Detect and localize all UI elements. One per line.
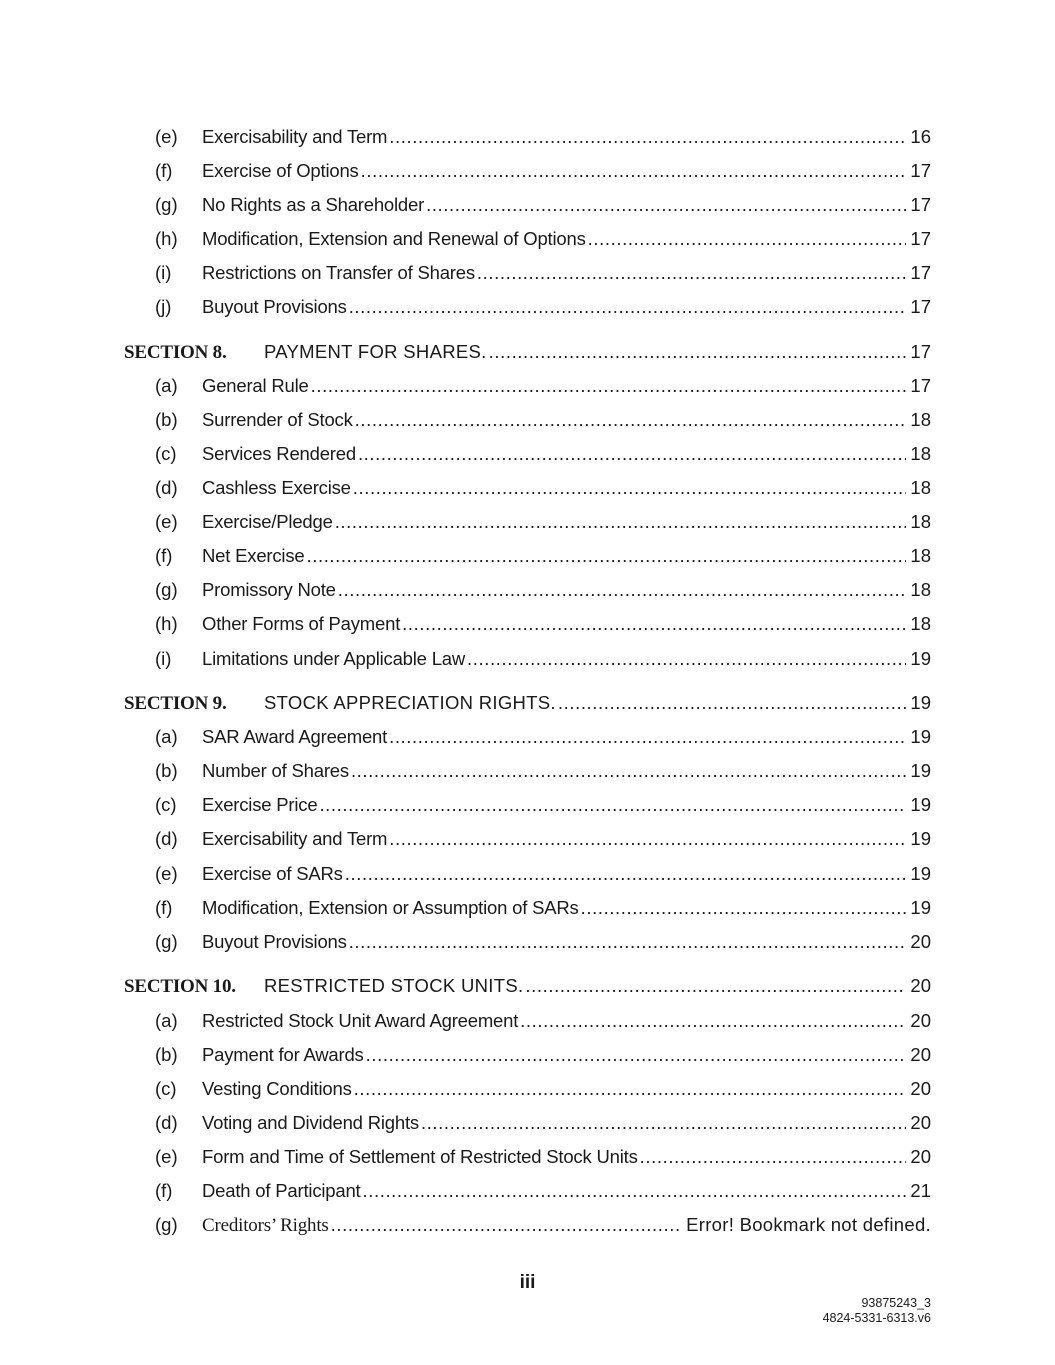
toc-entry-title-group bbox=[202, 475, 351, 501]
toc-page-number: 19 bbox=[910, 726, 931, 747]
toc-entry-title: Surrender of Stock bbox=[202, 409, 353, 430]
toc-page-number: 20 bbox=[910, 1146, 931, 1167]
toc-entry-title-group bbox=[202, 646, 465, 672]
toc-entry[interactable] bbox=[0, 407, 1055, 433]
toc-entry-letter: (e) bbox=[155, 1146, 178, 1167]
dot-leader bbox=[355, 407, 907, 433]
toc-entry-line bbox=[202, 1042, 931, 1068]
toc-entry-letter: (e) bbox=[155, 863, 178, 884]
toc-entry-title: Exercise of Options bbox=[202, 160, 359, 181]
toc-entry[interactable] bbox=[0, 158, 1055, 184]
toc-entry-title-group bbox=[202, 124, 387, 150]
toc-page-number: 17 bbox=[910, 228, 931, 249]
dot-leader bbox=[349, 294, 907, 320]
toc-entry-letter: (g) bbox=[155, 1214, 178, 1235]
toc-entry-title-group bbox=[202, 509, 333, 535]
toc-page-number: 17 bbox=[910, 341, 931, 362]
dot-leader bbox=[361, 158, 907, 184]
toc-entry[interactable] bbox=[0, 895, 1055, 921]
toc-entry-title-group bbox=[202, 826, 387, 852]
toc-entry-title-group bbox=[202, 1212, 329, 1239]
dot-leader bbox=[588, 226, 907, 252]
dot-leader bbox=[389, 826, 906, 852]
toc-entry-line bbox=[202, 1008, 931, 1034]
toc-page-number: 19 bbox=[910, 692, 931, 713]
toc-entry-line bbox=[202, 294, 931, 320]
toc-entry-letter: (d) bbox=[155, 828, 178, 849]
toc-entry-letter: (c) bbox=[155, 794, 177, 815]
toc-entry-title-group bbox=[202, 158, 359, 184]
dot-leader bbox=[338, 577, 907, 603]
dot-leader bbox=[640, 1144, 907, 1170]
toc-entry-title: SAR Award Agreement bbox=[202, 726, 388, 747]
toc-entry-letter: (e) bbox=[155, 126, 178, 147]
toc-entry[interactable] bbox=[0, 646, 1055, 672]
toc-entry-line bbox=[202, 758, 931, 784]
toc-page-number: 20 bbox=[910, 975, 931, 996]
toc-section-entry[interactable] bbox=[0, 690, 1055, 716]
toc-entry-title-group bbox=[124, 973, 523, 1000]
toc-entry-title-group bbox=[202, 861, 343, 887]
toc-entry-title-group bbox=[202, 1076, 352, 1102]
toc-entry-title: Exercise Price bbox=[202, 794, 318, 815]
toc-entry[interactable] bbox=[0, 543, 1055, 569]
dot-leader bbox=[477, 260, 907, 286]
toc-entry-title: Death of Participant bbox=[202, 1180, 361, 1201]
toc-entry-title-group bbox=[202, 577, 336, 603]
toc-entry-line bbox=[202, 441, 931, 467]
toc-entry-title: Restrictions on Transfer of Shares bbox=[202, 262, 475, 283]
toc-entry-line bbox=[202, 543, 931, 569]
dot-leader bbox=[306, 543, 906, 569]
toc-page-number: Error! Bookmark not defined. bbox=[686, 1214, 931, 1235]
dot-leader bbox=[520, 1008, 906, 1034]
toc-entry-line bbox=[202, 373, 931, 399]
toc-entry-letter: (f) bbox=[155, 1180, 173, 1201]
toc-entry-line bbox=[202, 577, 931, 603]
toc-entry-letter: (d) bbox=[155, 1112, 178, 1133]
toc-entry-title: Exercisability and Term bbox=[202, 126, 388, 147]
toc-entry-line bbox=[202, 1144, 931, 1170]
section-title: STOCK APPRECIATION RIGHTS. bbox=[264, 692, 556, 713]
toc-entry-title: Buyout Provisions bbox=[202, 931, 347, 952]
toc-entry-title-group bbox=[202, 226, 586, 252]
toc-section-entry[interactable] bbox=[0, 973, 1055, 999]
section-number: SECTION 8. bbox=[124, 342, 227, 363]
toc-entry-letter: (f) bbox=[155, 160, 173, 181]
toc-page-number: 18 bbox=[910, 477, 931, 498]
dot-leader bbox=[351, 758, 906, 784]
toc-entry-title-group bbox=[202, 929, 347, 955]
toc-entry-title-group bbox=[202, 1178, 360, 1204]
dot-leader bbox=[311, 373, 907, 399]
toc-entry-letter: (b) bbox=[155, 1044, 178, 1065]
dot-leader bbox=[489, 339, 907, 365]
toc-entry-title: Other Forms of Payment bbox=[202, 613, 401, 634]
toc-entry-line bbox=[202, 724, 931, 750]
toc-entry-line bbox=[202, 646, 931, 672]
toc-entry-letter: (a) bbox=[155, 1010, 178, 1031]
toc-page-number: 19 bbox=[910, 760, 931, 781]
toc-page-number: 21 bbox=[910, 1180, 931, 1201]
toc-entry-line bbox=[202, 192, 931, 218]
toc-entry-letter: (h) bbox=[155, 228, 178, 249]
toc-entry[interactable] bbox=[0, 611, 1055, 637]
dot-leader bbox=[335, 509, 907, 535]
section-number: SECTION 9. bbox=[124, 693, 227, 714]
toc-entry[interactable] bbox=[0, 260, 1055, 286]
toc-page-number: 18 bbox=[910, 613, 931, 634]
toc-entry-line bbox=[124, 690, 931, 717]
toc-entry-line bbox=[202, 611, 931, 637]
toc-entry[interactable] bbox=[0, 758, 1055, 784]
toc-entry-title: General Rule bbox=[202, 375, 309, 396]
dot-leader bbox=[389, 124, 906, 150]
dot-leader bbox=[331, 1212, 682, 1238]
toc-entry-title-group bbox=[202, 1144, 638, 1170]
toc-entry-line bbox=[202, 158, 931, 184]
toc-entry[interactable] bbox=[0, 1076, 1055, 1102]
toc-entry-title-group bbox=[202, 611, 400, 637]
dot-leader bbox=[366, 1042, 907, 1068]
toc-entry[interactable] bbox=[0, 724, 1055, 750]
toc-entry-title: Restricted Stock Unit Award Agreement bbox=[202, 1010, 519, 1031]
toc-entry-title: No Rights as a Shareholder bbox=[202, 194, 425, 215]
toc-entry-title: Modification, Extension and Renewal of Options bbox=[202, 228, 586, 249]
toc-page-number: 20 bbox=[910, 1112, 931, 1133]
doc-id-primary: 93875243_3 bbox=[861, 1296, 931, 1310]
toc-entry-letter: (c) bbox=[155, 443, 177, 464]
dot-leader bbox=[558, 690, 907, 716]
toc-entry-title: Exercise of SARs bbox=[202, 863, 343, 884]
toc-entry-letter: (a) bbox=[155, 375, 178, 396]
toc-page-number: 20 bbox=[910, 1010, 931, 1031]
toc-entry-line bbox=[202, 226, 931, 252]
toc-entry-line bbox=[124, 339, 931, 366]
toc-entry-title-group bbox=[202, 1110, 419, 1136]
toc-entry-line bbox=[202, 826, 931, 852]
toc-entry[interactable] bbox=[0, 826, 1055, 852]
toc-entry-title-group bbox=[124, 690, 556, 717]
toc-entry-letter: (i) bbox=[155, 648, 172, 669]
toc-page-number: 19 bbox=[910, 897, 931, 918]
toc-entry[interactable] bbox=[0, 1042, 1055, 1068]
toc-page-number: 17 bbox=[910, 262, 931, 283]
toc-entry-line bbox=[202, 1110, 931, 1136]
toc-entry-line bbox=[202, 260, 931, 286]
dot-leader bbox=[319, 792, 906, 818]
toc-entry-letter: (e) bbox=[155, 511, 178, 532]
toc-entry[interactable] bbox=[0, 475, 1055, 501]
toc-entry-letter: (b) bbox=[155, 760, 178, 781]
dot-leader bbox=[389, 724, 906, 750]
toc-entry[interactable] bbox=[0, 1178, 1055, 1204]
document-identifiers bbox=[823, 1296, 931, 1326]
toc-entry-title: Form and Time of Settlement of Restricted Stock Units bbox=[202, 1146, 638, 1167]
toc-entry-title: Modification, Extension or Assumption of SARs bbox=[202, 897, 579, 918]
toc-entry-line bbox=[202, 124, 931, 150]
toc-entry-title-group bbox=[202, 792, 317, 818]
toc-page-number: 20 bbox=[910, 931, 931, 952]
toc-entry-letter: (a) bbox=[155, 726, 178, 747]
toc-entry-letter: (g) bbox=[155, 579, 178, 600]
toc-entry-letter: (i) bbox=[155, 262, 172, 283]
toc-entry-letter: (f) bbox=[155, 545, 173, 566]
toc-page-number: 16 bbox=[910, 126, 931, 147]
dot-leader bbox=[354, 1076, 907, 1102]
toc-entry-line bbox=[202, 895, 931, 921]
toc-entry[interactable] bbox=[0, 861, 1055, 887]
toc-page-number: 19 bbox=[910, 863, 931, 884]
toc-entry-title-group bbox=[124, 339, 487, 366]
toc-entry-title-group bbox=[202, 407, 353, 433]
toc-page-number: 18 bbox=[910, 443, 931, 464]
dot-leader bbox=[421, 1110, 906, 1136]
toc-entry-title-group bbox=[202, 1042, 364, 1068]
toc-entry-line bbox=[202, 1178, 931, 1204]
toc-entry-title: Limitations under Applicable Law bbox=[202, 648, 466, 669]
toc-entry[interactable] bbox=[0, 294, 1055, 320]
toc-entry-line bbox=[124, 973, 931, 1000]
dot-leader bbox=[358, 441, 906, 467]
toc-entry[interactable] bbox=[0, 1212, 1055, 1238]
toc-entry[interactable] bbox=[0, 441, 1055, 467]
dot-leader bbox=[402, 611, 906, 637]
toc-entry-letter: (b) bbox=[155, 409, 178, 430]
toc-section-entry[interactable] bbox=[0, 339, 1055, 365]
toc-entry-letter: (d) bbox=[155, 477, 178, 498]
toc-entry[interactable] bbox=[0, 929, 1055, 955]
dot-leader bbox=[581, 895, 907, 921]
toc-page-number: 18 bbox=[910, 545, 931, 566]
toc-page-number: 17 bbox=[910, 194, 931, 215]
toc-entry-title: Cashless Exercise bbox=[202, 477, 351, 498]
toc-page-number: 17 bbox=[910, 160, 931, 181]
toc-page-number: 19 bbox=[910, 648, 931, 669]
dot-leader bbox=[525, 973, 906, 999]
toc-entry-title: Vesting Conditions bbox=[202, 1078, 352, 1099]
toc-entry-title: Payment for Awards bbox=[202, 1044, 364, 1065]
toc-entry-line bbox=[202, 407, 931, 433]
toc-entry-title-group bbox=[202, 294, 347, 320]
toc-entry-letter: (h) bbox=[155, 613, 178, 634]
toc-entry-title-group bbox=[202, 441, 356, 467]
toc-page-number: 18 bbox=[910, 579, 931, 600]
toc-entry[interactable] bbox=[0, 373, 1055, 399]
toc-page-number: 17 bbox=[910, 375, 931, 396]
toc-entry-title: Buyout Provisions bbox=[202, 296, 347, 317]
toc-entry[interactable] bbox=[0, 509, 1055, 535]
dot-leader bbox=[467, 646, 906, 672]
toc-entry[interactable] bbox=[0, 124, 1055, 150]
toc-entry-title-group bbox=[202, 895, 579, 921]
toc-entry-title: Exercise/Pledge bbox=[202, 511, 333, 532]
toc-entry-letter: (g) bbox=[155, 194, 178, 215]
toc-page-number: 18 bbox=[910, 409, 931, 430]
section-title: PAYMENT FOR SHARES. bbox=[264, 341, 487, 362]
toc-entry-title: Promissory Note bbox=[202, 579, 336, 600]
toc-entry-title: Services Rendered bbox=[202, 443, 356, 464]
dot-leader bbox=[362, 1178, 906, 1204]
toc-entry-letter: (f) bbox=[155, 897, 173, 918]
toc-entry-line bbox=[202, 929, 931, 955]
toc-page-number: 20 bbox=[910, 1078, 931, 1099]
dot-leader bbox=[345, 861, 907, 887]
toc-entry-title-group bbox=[202, 192, 424, 218]
section-number: SECTION 10. bbox=[124, 976, 236, 997]
toc-entry-title-group bbox=[202, 373, 309, 399]
toc-entry-title-group bbox=[202, 1008, 518, 1034]
toc-entry[interactable] bbox=[0, 792, 1055, 818]
toc-entry-line bbox=[202, 861, 931, 887]
page-number: iii bbox=[519, 1272, 536, 1293]
toc-entry-line bbox=[202, 1076, 931, 1102]
toc-page-number: 20 bbox=[910, 1044, 931, 1065]
toc-entry[interactable] bbox=[0, 226, 1055, 252]
toc-entry-line bbox=[202, 1212, 931, 1239]
toc-entry-title: Number of Shares bbox=[202, 760, 349, 781]
section-title: RESTRICTED STOCK UNITS. bbox=[264, 975, 524, 996]
toc-entry[interactable] bbox=[0, 1008, 1055, 1034]
toc-entry[interactable] bbox=[0, 1110, 1055, 1136]
toc-entry-line bbox=[202, 792, 931, 818]
dot-leader bbox=[349, 929, 907, 955]
toc-entry-title: Exercisability and Term bbox=[202, 828, 388, 849]
toc-entry-title: Voting and Dividend Rights bbox=[202, 1112, 419, 1133]
doc-id-secondary: 4824-5331-6313.v6 bbox=[822, 1311, 931, 1325]
toc-entry-letter: (j) bbox=[155, 296, 172, 317]
toc-entry-letter: (g) bbox=[155, 931, 178, 952]
toc-entry-letter: (c) bbox=[155, 1078, 177, 1099]
toc-entry[interactable] bbox=[0, 577, 1055, 603]
toc-entry[interactable] bbox=[0, 192, 1055, 218]
toc-entry-title: Net Exercise bbox=[202, 545, 305, 566]
toc-page-number: 19 bbox=[910, 794, 931, 815]
toc-entry-title-group bbox=[202, 724, 387, 750]
toc-page-number: 18 bbox=[910, 511, 931, 532]
toc-entry-line bbox=[202, 475, 931, 501]
dot-leader bbox=[353, 475, 907, 501]
toc-page-number: 17 bbox=[910, 296, 931, 317]
toc-entry-title-group bbox=[202, 260, 475, 286]
toc-entry-title-group bbox=[202, 543, 304, 569]
toc-entry-line bbox=[202, 509, 931, 535]
toc-page-number: 19 bbox=[910, 828, 931, 849]
toc-entry[interactable] bbox=[0, 1144, 1055, 1170]
toc-entry-title: Creditors’ Rights bbox=[202, 1215, 329, 1236]
dot-leader bbox=[426, 192, 906, 218]
toc-entry-title-group bbox=[202, 758, 349, 784]
